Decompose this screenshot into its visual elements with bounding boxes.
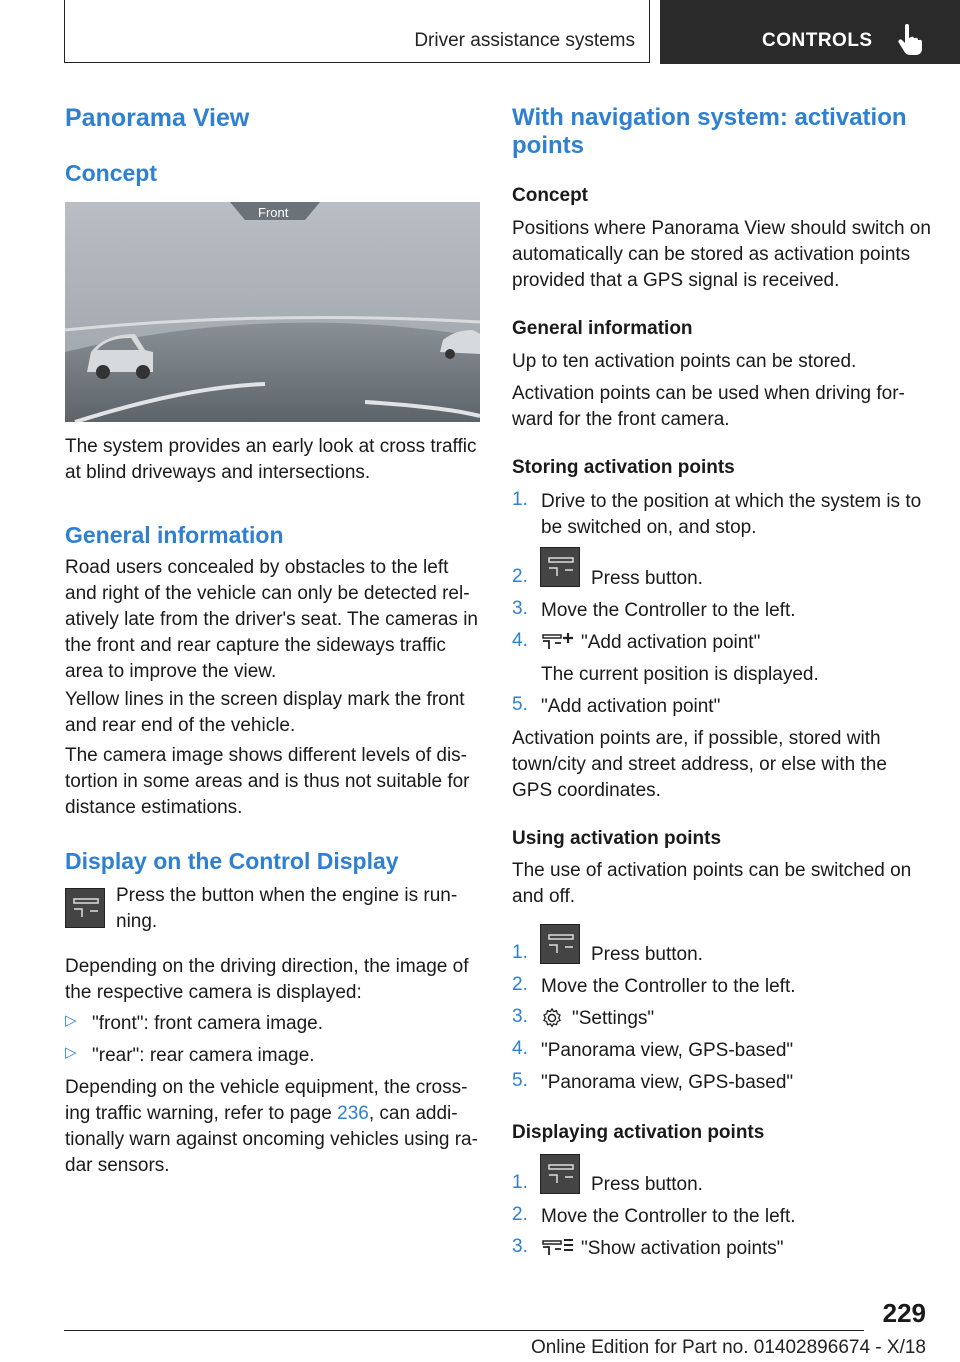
header-section-box	[64, 0, 650, 63]
step-number: 2.	[512, 974, 528, 995]
camera-view-image	[65, 202, 480, 422]
show-activation-points-icon	[541, 1237, 575, 1259]
step-number: 3.	[512, 1236, 528, 1257]
step-number: 1.	[512, 489, 528, 510]
display-heading: Display on the Control Display	[65, 848, 399, 874]
hand-pointer-icon	[896, 24, 922, 56]
step-text: Move the Controller to the left.	[541, 976, 796, 997]
camera-button-icon	[540, 1154, 580, 1194]
step-text: "Add activation point"	[541, 696, 721, 717]
step-text: "Panorama view, GPS-based"	[541, 1040, 794, 1061]
settings-gear-icon	[541, 1007, 563, 1029]
step-number: 3.	[512, 1006, 528, 1027]
storing-heading: Storing activation points	[512, 457, 735, 478]
storing-after-text: Activation points are, if possible, stored with town/city and street address, or else with the GPS coordinates.	[512, 728, 887, 801]
page-number: 229	[882, 1298, 926, 1328]
page-link[interactable]: 236	[337, 1103, 369, 1124]
step-number: 1.	[512, 1172, 528, 1193]
header-chapter-title: CONTROLS	[762, 30, 873, 51]
display-paragraph: Depending on the driving direction, the image of the respective camera is displayed:	[65, 956, 469, 1003]
using-heading: Using activation points	[512, 828, 722, 849]
camera-button-icon	[540, 924, 580, 964]
step-number: 2.	[512, 1204, 528, 1225]
step-text: "Show activation points"	[581, 1238, 784, 1259]
step-text: "Settings"	[572, 1008, 655, 1029]
step-text: Drive to the position at which the system is to be switched on, and stop.	[541, 491, 922, 538]
header-chapter-tab	[660, 0, 960, 64]
nav-general-heading: General information	[512, 318, 693, 339]
step-text: Move the Controller to the left.	[541, 1206, 796, 1227]
nav-section-title: With navigation system: activation points	[512, 104, 907, 159]
step-text: Press button.	[591, 944, 703, 965]
camera-view-label: Front	[258, 205, 289, 220]
display-button-text: Press the button when the engine is run-ning.	[116, 885, 458, 932]
step-text: Move the Controller to the left.	[541, 600, 796, 621]
general-info-paragraph-2: Yellow lines in the screen display mark the front and rear end of the vehicle.	[65, 689, 465, 736]
bullet-text: "rear": rear camera image.	[92, 1045, 315, 1066]
header-section-title: Driver assistance systems	[414, 30, 635, 51]
step-number: 1.	[512, 942, 528, 963]
concept-heading: Concept	[65, 160, 157, 186]
equipment-paragraph	[65, 1075, 480, 1179]
general-info-heading: General information	[65, 522, 284, 548]
step-number: 5.	[512, 1070, 528, 1091]
bullet-text: "front": front camera image.	[92, 1013, 324, 1034]
concept-text: The system provides an early look at cross traffic at blind driveways and intersections.	[65, 436, 477, 483]
step-text: Press button.	[591, 568, 703, 589]
footer-divider	[64, 1330, 864, 1331]
nav-concept-text: Positions where Panorama View should switch on automatically can be stored as activation points provided that a GPS signal is received.	[512, 218, 931, 291]
camera-button-icon	[65, 888, 105, 928]
using-text: The use of activation points can be switched on and off.	[512, 860, 912, 907]
nav-general-paragraph-1: Up to ten activation points can be stored.	[512, 351, 857, 372]
general-info-paragraph-1: Road users concealed by obstacles to the left and right of the vehicle can only be detected rel-atively late from the driver's seat. The cameras in the front and rear capture the sideways traffic area to improve the view.	[65, 557, 478, 682]
camera-button-icon	[540, 547, 580, 587]
add-activation-point-icon	[541, 631, 575, 653]
displaying-heading: Displaying activation points	[512, 1122, 765, 1143]
nav-concept-heading: Concept	[512, 185, 588, 206]
bullet-triangle-icon: ▷	[65, 1044, 77, 1061]
nav-general-paragraph-2: Activation points can be used when driving for-ward for the front camera.	[512, 383, 905, 430]
step-number: 2.	[512, 566, 528, 587]
bullet-item	[65, 1043, 315, 1066]
general-info-paragraph-3: The camera image shows different levels of dis-tortion in some areas and is thus not suitable for distance estimations.	[65, 745, 470, 818]
step-number: 4.	[512, 630, 528, 651]
page-title: Panorama View	[65, 104, 250, 132]
step-number: 4.	[512, 1038, 528, 1059]
step-number: 5.	[512, 694, 528, 715]
step-text: "Add activation point"	[581, 632, 761, 653]
bullet-item	[65, 1011, 324, 1034]
bullet-triangle-icon: ▷	[65, 1012, 77, 1029]
equipment-text-after: , can addi-tionally warn against oncoming vehicles using ra-dar sensors.	[65, 1103, 478, 1176]
edition-note: Online Edition for Part no. 01402896674 - X/18	[530, 1337, 926, 1358]
step-subtext: The current position is displayed.	[541, 664, 819, 685]
step-text: Press button.	[591, 1174, 703, 1195]
step-number: 3.	[512, 598, 528, 619]
step-text: "Panorama view, GPS-based"	[541, 1072, 794, 1093]
equipment-text-before: Depending on the vehicle equipment, the cross-ing traffic warning, refer to page	[65, 1077, 468, 1124]
